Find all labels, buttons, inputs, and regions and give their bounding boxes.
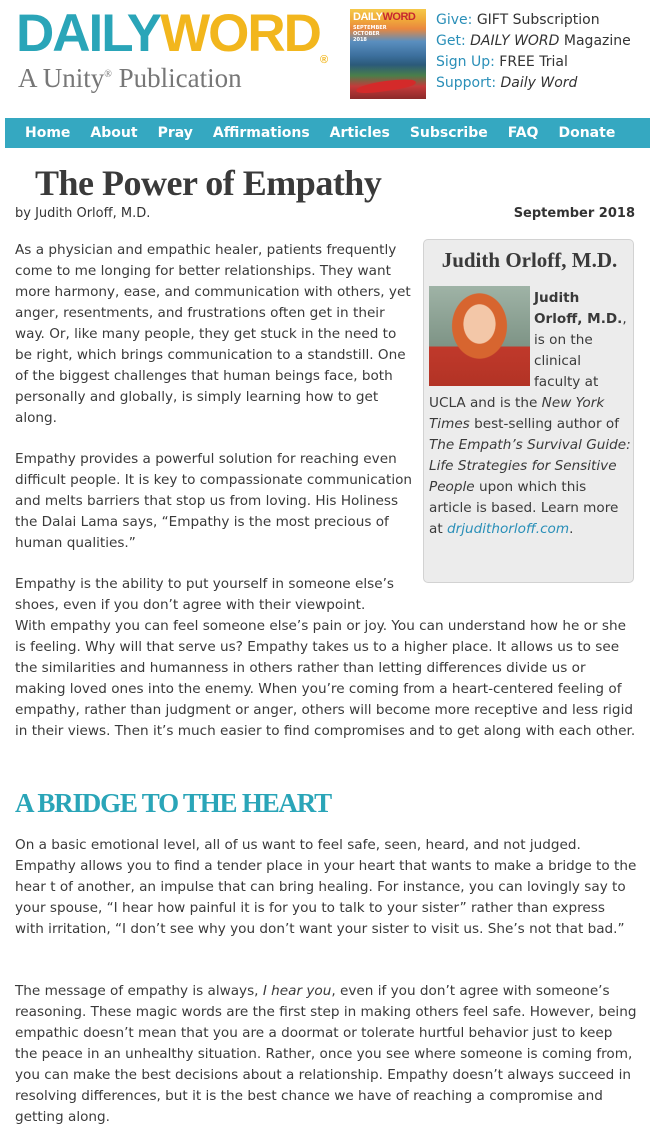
paragraph-3-line-2: shoes, even if you don’t agree with their viewpoint. — [15, 597, 366, 613]
author-name: Judith Orloff, M.D. — [534, 290, 623, 327]
author-bio-title: Judith Orloff, M.D. — [441, 248, 618, 272]
signup-link-row[interactable] — [436, 52, 631, 73]
bio-text-3: upon which this article is based. Learn more at — [429, 479, 619, 537]
paragraph-5-b: , even if you don’t agree with someone’s reasoning. These magic words are the first step in making others feel safe. However, being empathic doesn’t mean that you are a doormat or tolerate hurtful behavior just to keep the peace in an unhealthy situation. Rather, once you see where someone is coming from, you can make the best decisions about a relationship. Empathy doesn’t always succeed in resolving differences, but it is the best chance we have of reaching a compromise and getting along. — [15, 983, 637, 1125]
section-heading: A BRIDGE TO THE HEART — [15, 788, 331, 818]
get-text: Magazine — [559, 33, 631, 49]
nav-donate[interactable]: Donate — [558, 125, 616, 141]
bio-book-title: The Empath’s Survival Guide: Life Strategies for Sensitive People — [429, 437, 631, 495]
logo-tagline-a: A Unity — [18, 63, 105, 93]
paragraph-5 — [15, 981, 637, 1128]
give-label[interactable]: Give: — [436, 12, 473, 28]
logo-tagline — [18, 62, 336, 91]
bio-text-2: best-selling author of — [469, 416, 619, 432]
paragraph-2: Empathy provides a powerful solution for reaching even difficult people. It is key to compassionate communication and melts barriers that stop us from loving. His Holiness the Dalai Lama says, “Empathy is the most precious of human qualities.” — [15, 451, 413, 551]
article-date: September 2018 — [513, 206, 635, 221]
daily-word-logo[interactable] — [16, 6, 336, 91]
nav-subscribe[interactable]: Subscribe — [409, 125, 488, 141]
header-links — [436, 10, 631, 94]
author-website-link[interactable]: drjudithorloff.com — [446, 521, 570, 537]
logo-daily: DAILY — [16, 4, 161, 63]
cover-date-line-2: OCTOBER — [353, 31, 380, 37]
cover-title — [353, 11, 415, 23]
get-label[interactable]: Get: — [436, 33, 466, 49]
paragraph-1: As a physician and empathic healer, patients frequently come to me longing for better relationships. They want more harmony, ease, and communication with others, yet anger, resentments, and frustrations often get in their way. Or, like many people, they get stuck in the need to be right, which brings communication to a standstill. One of the biggest challenges that human beings face, both personally and globally, is simply learning how to get along. — [15, 242, 411, 426]
paragraph-3-line-1: Empathy is the ability to put yourself in someone else’s — [15, 576, 394, 592]
get-text-italic: DAILY WORD — [470, 33, 560, 49]
bio-text-1: , is on the clinical faculty at UCLA and is the — [429, 311, 627, 411]
cover-title-daily: DAILY — [353, 11, 383, 23]
give-text: GIFT Subscription — [476, 12, 600, 28]
nav-pray[interactable]: Pray — [157, 125, 193, 141]
support-text: Daily Word — [500, 75, 578, 91]
paragraph-3-rest: With empathy you can feel someone else’s pain or joy. You can understand how he or she is feeling. Why will that serve us? Empathy takes us to a higher place. It allows us to see the similarities and humanness in others rather than letting differences divide us or making loved ones into the enemy. When you’re coming from a heart-centered feeling of empathy, rather than judgment or anger, others will become more receptive and less rigid in their views. Then it’s much easier to find compromises and to get along with each other. — [15, 618, 636, 739]
support-link-row[interactable] — [436, 73, 631, 94]
nav-articles[interactable]: Articles — [329, 125, 390, 141]
support-label[interactable]: Support: — [436, 75, 497, 91]
author-bio-box — [423, 239, 634, 583]
author-photo-spacer — [429, 288, 534, 388]
article-title: The Power of Empathy — [35, 163, 382, 203]
bio-text-4: . — [569, 521, 574, 537]
give-link-row[interactable] — [436, 10, 631, 31]
article-byline: by Judith Orloff, M.D. — [15, 206, 151, 221]
site-header — [0, 0, 650, 118]
signup-label[interactable]: Sign Up: — [436, 54, 495, 70]
paragraph-3 — [15, 574, 637, 742]
nav-affirmations[interactable]: Affirmations — [212, 125, 310, 141]
logo-tagline-reg: ® — [104, 69, 112, 80]
logo-tagline-b: Publication — [111, 63, 242, 93]
bio-nyt: New York Times — [429, 395, 605, 432]
nav-home[interactable]: Home — [25, 125, 71, 141]
paragraph-4: On a basic emotional level, all of us want to feel safe, seen, heard, and not judged. Empathy allows you to find a tender place in your heart that wants to make a bridge to the hear t of another, an impulse that can bring healing. For instance, you can lovingly say to your spouse, “I hear how painful it is for you to talk to your sister” rather than express with irritation, “I don’t see why you don’t want your sister to visit us. She’s not that bad.” — [15, 837, 637, 937]
get-link-row[interactable] — [436, 31, 631, 52]
author-bio-text — [429, 288, 631, 540]
cover-title-word: WORD — [382, 11, 416, 23]
logo-word: WORD — [160, 4, 320, 63]
logo-wordmark — [16, 4, 336, 66]
main-nav — [5, 118, 650, 148]
logo-registered-mark: ® — [319, 54, 327, 66]
signup-text: FREE Trial — [499, 54, 568, 70]
paragraph-5-emphasis: I hear you — [262, 983, 332, 999]
magazine-cover-image[interactable] — [350, 9, 426, 99]
cover-date-line-3: 2018 — [353, 37, 367, 43]
nav-faq[interactable]: FAQ — [507, 125, 539, 141]
cover-date — [353, 25, 387, 43]
paragraph-5-a: The message of empathy is always, — [15, 983, 263, 999]
cover-date-line-1: SEPTEMBER — [353, 25, 387, 31]
cover-kayak-shape — [356, 77, 417, 95]
nav-about[interactable]: About — [90, 125, 138, 141]
